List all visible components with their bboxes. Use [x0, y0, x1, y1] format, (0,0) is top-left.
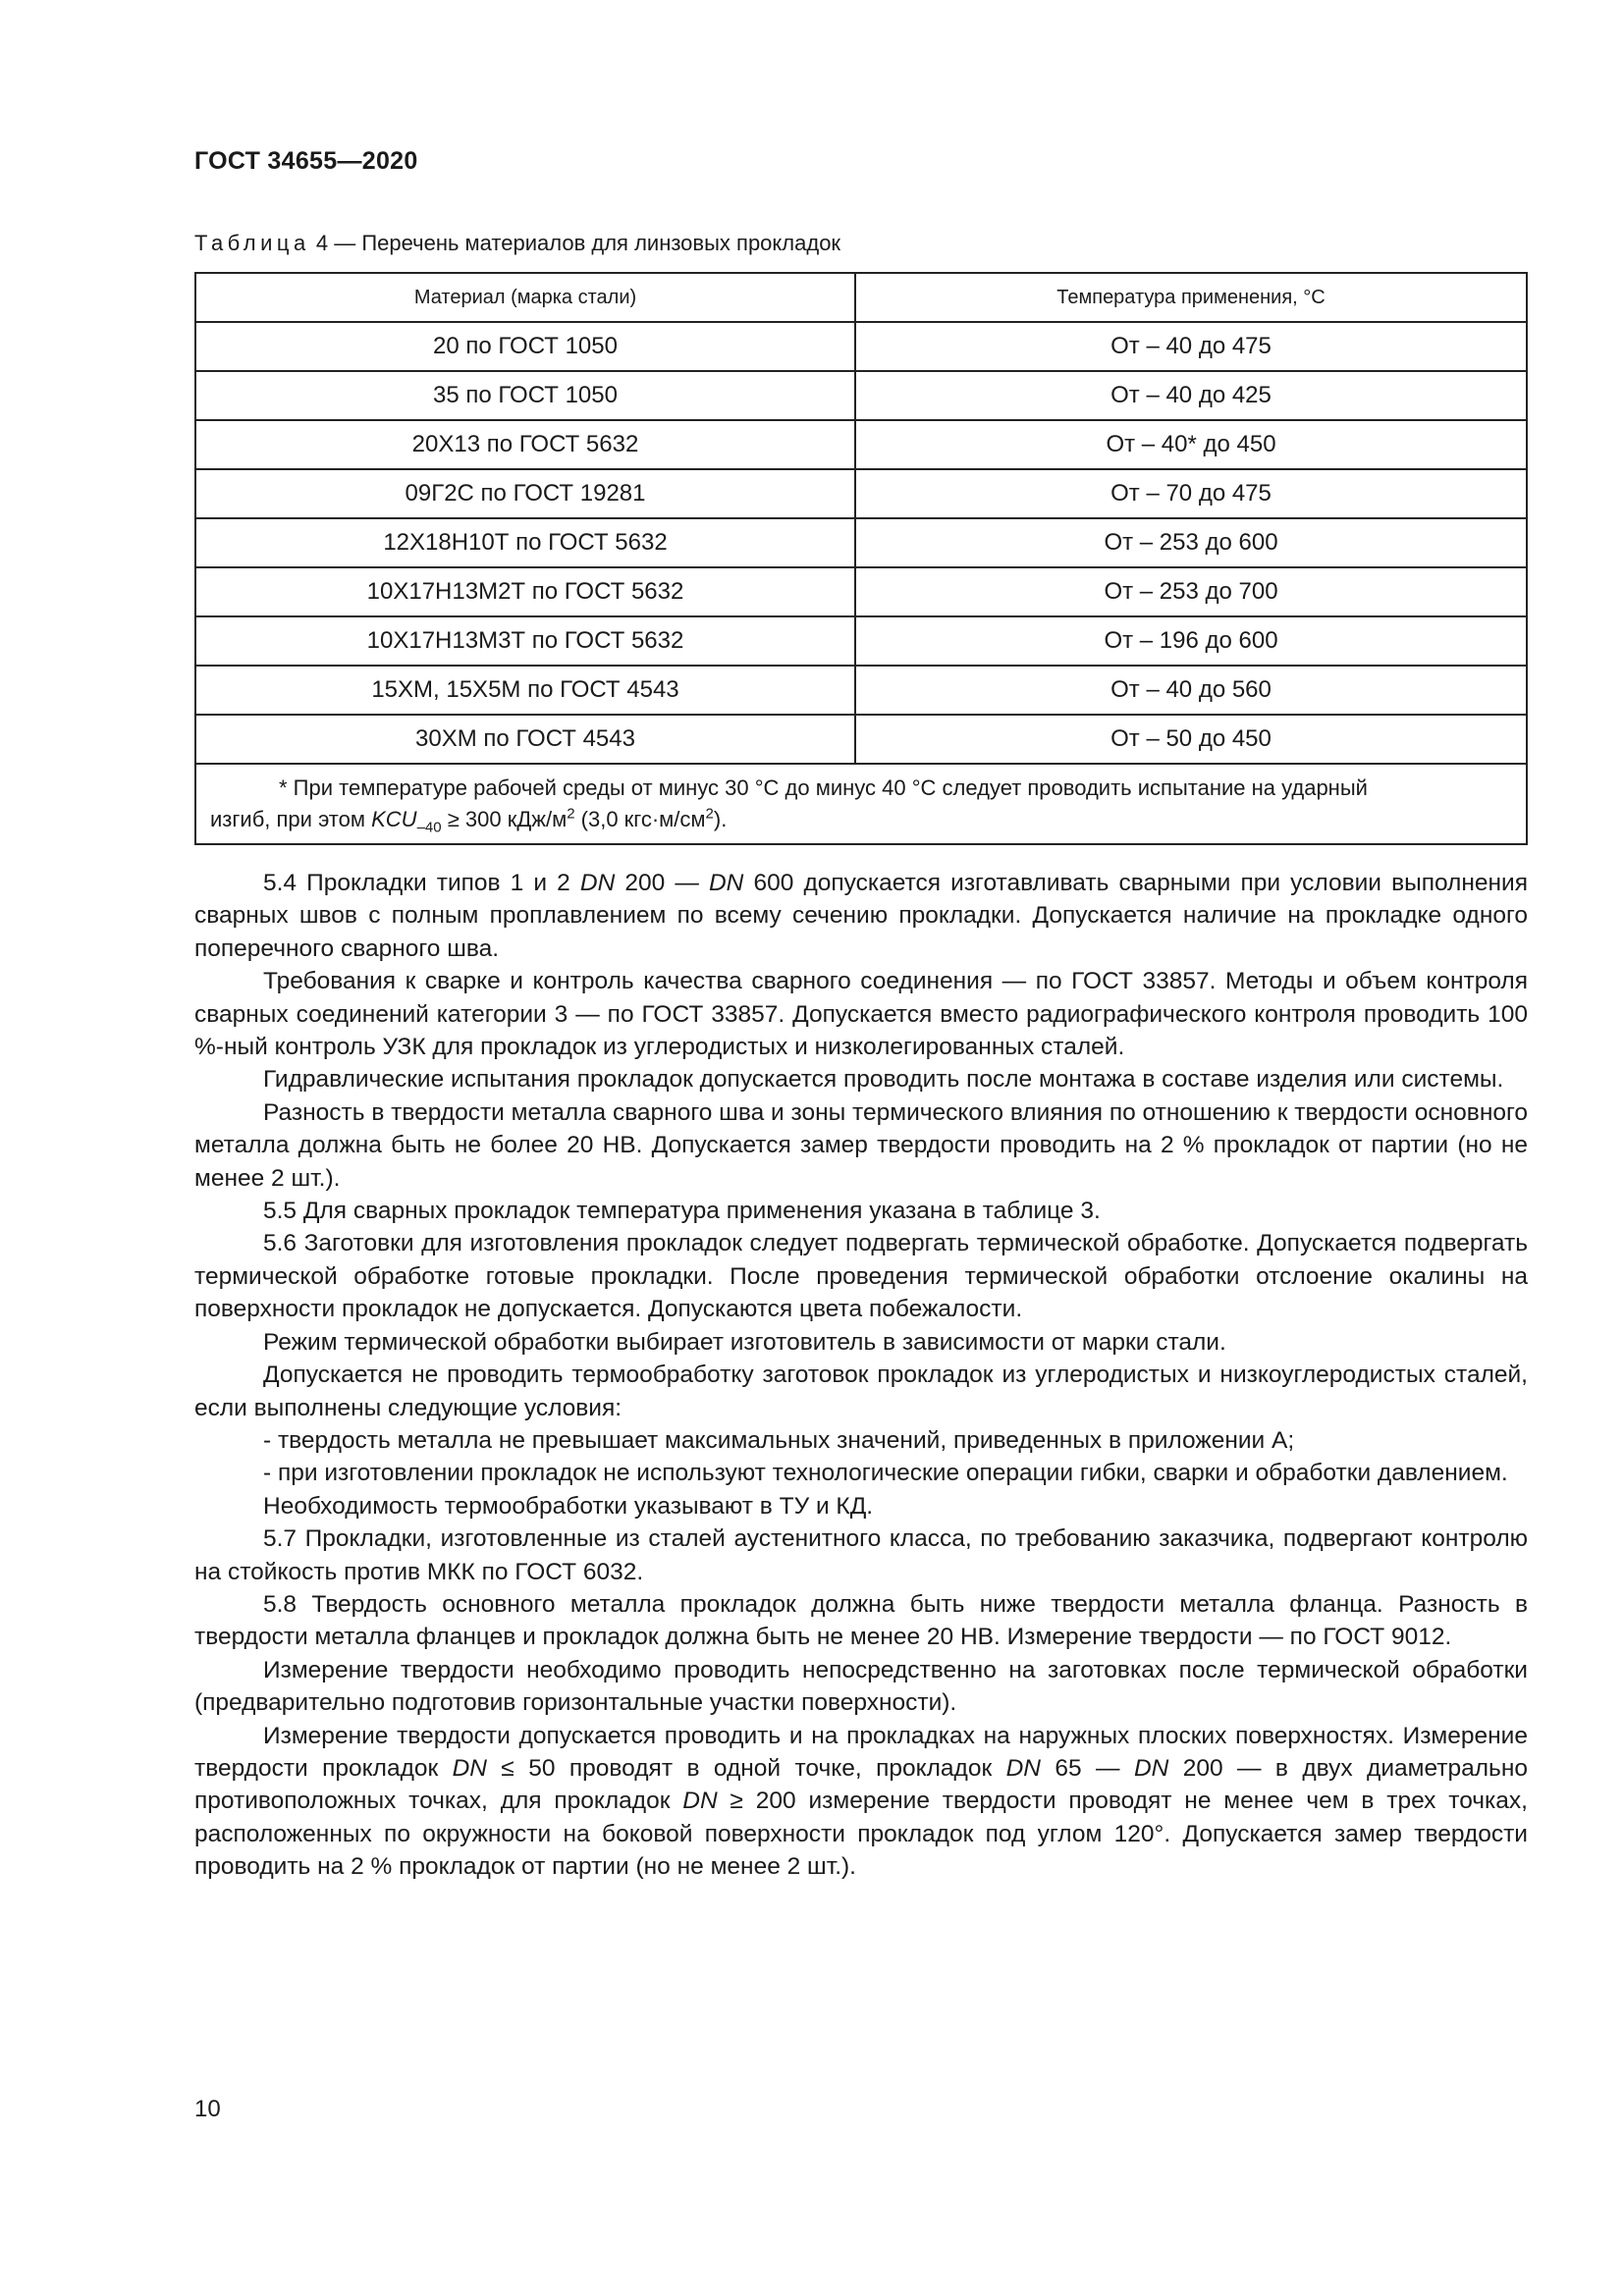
paragraph-text: Измерение твердости допускается проводить и на прокладках на наружных плоских поверхностях. Измерение твердости прокладок: [194, 1722, 1528, 1782]
header-material: Материал (марка стали): [195, 273, 855, 322]
table-caption: [194, 231, 840, 256]
footnote-line-2: [210, 804, 1516, 835]
material-cell: 12Х18Н10Т по ГОСТ 5632: [195, 518, 855, 567]
table-footnote-row: [195, 764, 1527, 844]
material-cell: 15ХМ, 15Х5М по ГОСТ 4543: [195, 666, 855, 715]
paragraph: Измерение твердости необходимо проводить непосредственно на заготовках после термической обработки (предварительно подготовив горизонтальные участки поверхности).: [194, 1656, 1528, 1717]
superscript: 2: [567, 805, 575, 823]
temperature-cell: От – 253 до 700: [855, 567, 1527, 616]
header-temperature: Температура применения, °С: [855, 273, 1527, 322]
paragraph: Необходимость термообработки указывают в ТУ и КД.: [263, 1492, 874, 1520]
material-cell: 10Х17Н13М3Т по ГОСТ 5632: [195, 616, 855, 666]
table-row: [195, 371, 1527, 420]
dn-symbol: DN: [682, 1788, 718, 1815]
table-row: [195, 666, 1527, 715]
material-cell: 35 по ГОСТ 1050: [195, 371, 855, 420]
table-row: [195, 469, 1527, 518]
temperature-cell: От – 40 до 560: [855, 666, 1527, 715]
dn-symbol: DN: [579, 870, 616, 896]
material-cell: 20 по ГОСТ 1050: [195, 322, 855, 371]
list-item: - твердость металла не превышает максимальных значений, приведенных в приложении А;: [263, 1426, 1295, 1454]
footnote-text: изгиб, при этом: [210, 807, 372, 831]
paragraph: Допускается не проводить термообработку заготовок прокладок из углеродистых и низкоуглеродистых сталей, если выполнены следующие условия:: [194, 1362, 1528, 1421]
paragraph: 5.5 Для сварных прокладок температура применения указана в таблице 3.: [263, 1198, 1101, 1225]
dn-symbol: DN: [708, 870, 744, 896]
paragraph: [194, 867, 1528, 965]
temperature-cell: От – 40* до 450: [855, 420, 1527, 469]
kcu-symbol: KCU: [371, 807, 417, 831]
paragraph: 5.6 Заготовки для изготовления прокладок следует подвергать термической обработке. Допускается подвергать термической обработке готовые прокладки. После проведения термической обработки отслоение окалины на поверхности прокладок не допускается. Допускаются цвета побежалости.: [194, 1230, 1528, 1323]
table-row: [195, 616, 1527, 666]
material-cell: 09Г2С по ГОСТ 19281: [195, 469, 855, 518]
material-cell: 10Х17Н13М2Т по ГОСТ 5632: [195, 567, 855, 616]
table-caption-text: 4 — Перечень материалов для линзовых прокладок: [309, 231, 841, 255]
footnote-line-1: * При температуре рабочей среды от минус 30 °С до минус 40 °С следует проводить испытание на ударный: [279, 775, 1368, 800]
temperature-cell: От – 70 до 475: [855, 469, 1527, 518]
table-caption-label: Таблица: [194, 231, 310, 255]
paragraph-text: ≤ 50 проводят в одной точке, прокладок: [487, 1754, 1006, 1782]
material-cell: 30ХМ по ГОСТ 4543: [195, 715, 855, 764]
paragraph: Гидравлические испытания прокладок допускается проводить после монтажа в составе изделия или системы.: [263, 1066, 1504, 1094]
paragraph-text: 200 — в двух диаметрально противоположных точках, для прокладок: [194, 1754, 1528, 1815]
list-item: - при изготовлении прокладок не используют технологические операции гибки, сварки и обработки давлением.: [263, 1460, 1508, 1487]
table-footnote: [195, 764, 1527, 844]
table-row: [195, 567, 1527, 616]
superscript: 2: [705, 805, 714, 823]
temperature-cell: От – 40 до 475: [855, 322, 1527, 371]
material-cell: 20Х13 по ГОСТ 5632: [195, 420, 855, 469]
materials-table: [194, 272, 1528, 845]
paragraph-text: 5.4 Прокладки типов 1 и 2: [263, 870, 580, 896]
table-row: [195, 322, 1527, 371]
dn-symbol: DN: [1005, 1754, 1041, 1782]
table-row: [195, 715, 1527, 764]
paragraph-text: 600 допускается изготавливать сварными при условии выполнения сварных швов с полным проплавлением по всему сечению прокладки. Допускается наличие на прокладке одного поперечного сварного шва.: [194, 870, 1528, 962]
page-number: 10: [194, 2096, 221, 2122]
paragraph-text: 65 —: [1040, 1754, 1134, 1782]
paragraph: 5.8 Твердость основного металла прокладок должна быть ниже твердости металла фланца. Разность в твердости металла фланцев и прокладок должна быть не менее 20 НВ. Измерение твердости — по ГОСТ 9012.: [194, 1590, 1528, 1651]
paragraph-text: 200 —: [615, 870, 709, 896]
footnote-text: ).: [713, 807, 728, 831]
footnote-text: ≥ 300 кДж/м: [441, 807, 568, 831]
standard-number: ГОСТ 34655—2020: [194, 147, 418, 175]
dn-symbol: DN: [1133, 1754, 1169, 1782]
table-row: [195, 518, 1527, 567]
paragraph: [194, 1720, 1528, 1884]
dn-symbol: DN: [452, 1754, 487, 1782]
paragraph: Режим термической обработки выбирает изготовитель в зависимости от марки стали.: [263, 1328, 1226, 1356]
temperature-cell: От – 50 до 450: [855, 715, 1527, 764]
table-header-row: [195, 273, 1527, 322]
temperature-cell: От – 253 до 600: [855, 518, 1527, 567]
paragraph: Требования к сварке и контроль качества сварного соединения — по ГОСТ 33857. Методы и объем контроля сварных соединений категории 3 — по ГОСТ 33857. Допускается вместо радиографического контроля проводить 100 %-ный контроль УЗК для прокладок из углеродистых и низколегированных сталей.: [194, 968, 1528, 1061]
temperature-cell: От – 40 до 425: [855, 371, 1527, 420]
temperature-cell: От – 196 до 600: [855, 616, 1527, 666]
paragraph: Разность в твердости металла сварного шва и зоны термического влияния по отношению к твердости основного металла должна быть не более 20 НВ. Допускается замер твердости проводить на 2 % прокладок от партии (но не менее 2 шт.).: [194, 1098, 1528, 1192]
paragraph: 5.7 Прокладки, изготовленные из сталей аустенитного класса, по требованию заказчика, подвергают контролю на стойкость против МКК по ГОСТ 6032.: [194, 1525, 1528, 1585]
footnote-text: (3,0 кгс·м/см: [574, 807, 706, 831]
paragraph-text: ≥ 200 измерение твердости проводят не менее чем в трех точках, расположенных по окружности на боковой поверхности прокладок под углом 120°. Допускается замер твердости проводить на 2 % прокладок от партии (но не менее 2 шт.).: [194, 1788, 1528, 1881]
table-row: [195, 420, 1527, 469]
body-text: [194, 867, 1528, 1884]
kcu-subscript: –40: [416, 819, 442, 836]
